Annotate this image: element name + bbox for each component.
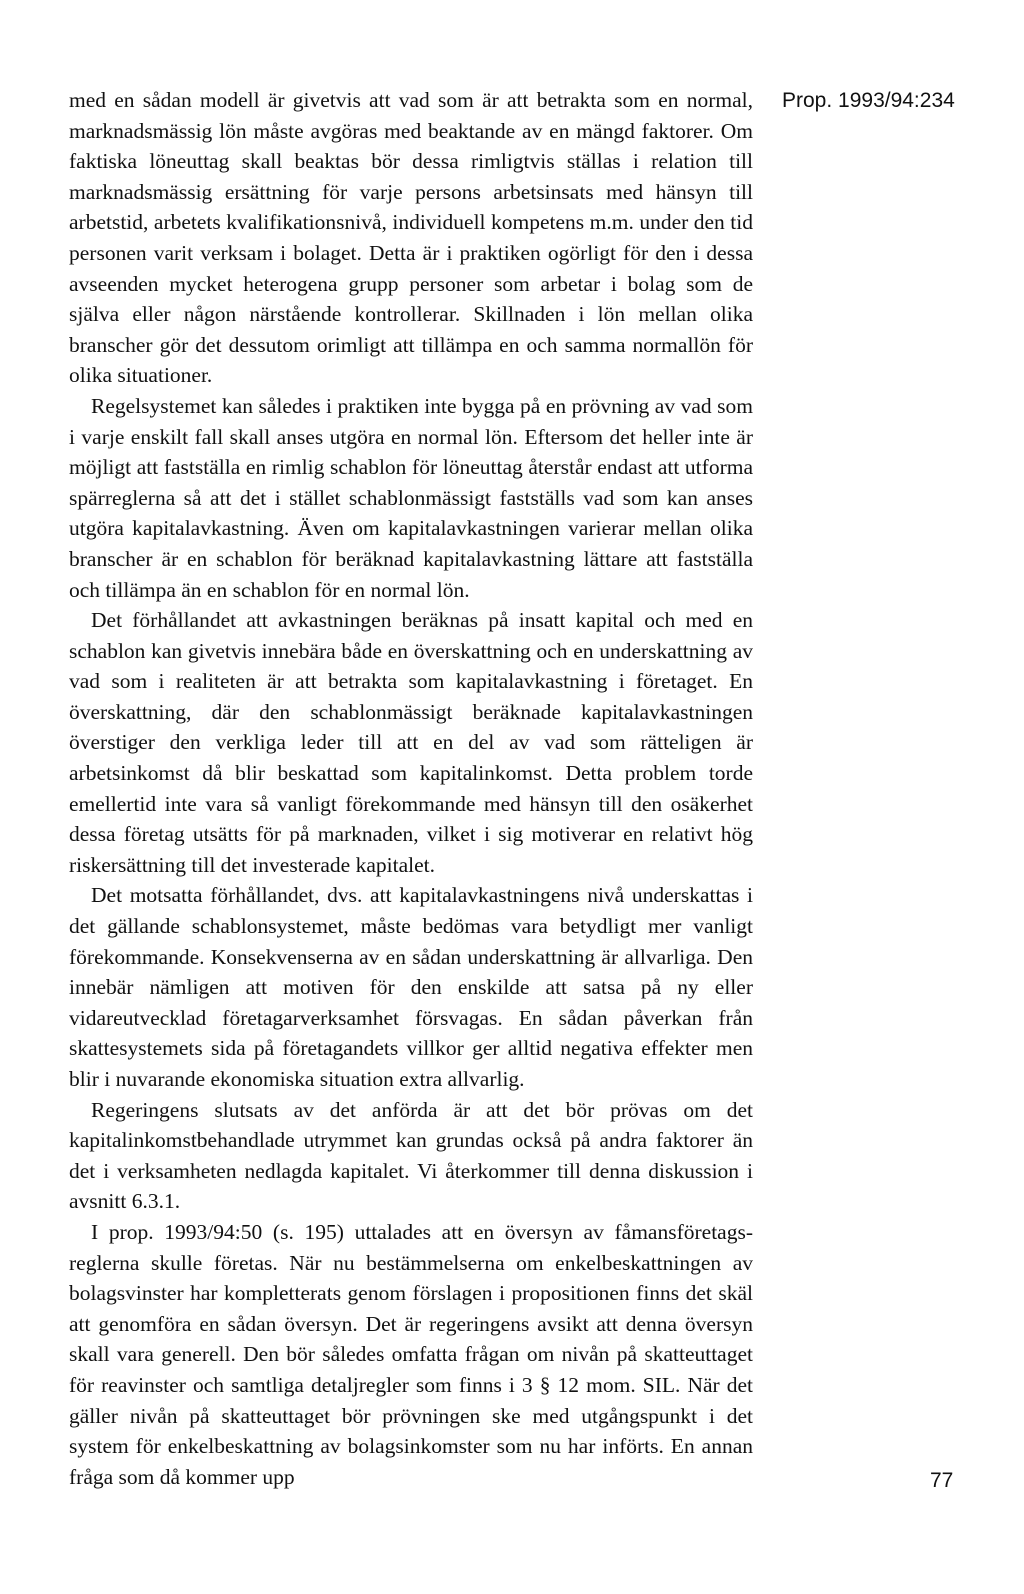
running-head: Prop. 1993/94:234	[782, 89, 955, 112]
body-text	[69, 85, 753, 1492]
page-number: 77	[930, 1469, 954, 1492]
paragraph: Regelsystemet kan således i praktiken inte bygga på en prövning av vad som i varje enskilt fall skall anses utgöra en normal lön. Eftersom det heller inte är möjligt att fastställa en rimlig schablon för löneuttag återstår endast att utforma spärreglerna så att det i stället schablonmässigt fastställs vad som kan anses utgöra kapitalavkastning. Även om kapitalavkastningen varierar mellan olika branscher är en schablon för beräknad kapitalavkastning lättare att fastställa och tillämpa än en schablon för en normal lön.	[69, 393, 753, 602]
paragraph: I prop. 1993/94:50 (s. 195) uttalades att en översyn av fåmansföretagsreglerna skulle företas. När nu bestämmelserna om enkelbeskattningen av bolagsvinster har kompletterats genom förslagen i propositionen finns det skäl att genomföra en sådan översyn. Det är regeringens avsikt att denna översyn skall vara generell. Den bör således omfatta frågan om nivån på skatteuttaget för reavinster och samtliga detaljregler som finns i 3 § 12 mom. SIL. När det gäller nivån på skatteuttaget bör prövningen ske med utgångspunkt i det system för enkelbeskattning av bolagsinkomster som nu har införts. En annan fråga som då kommer upp	[69, 1219, 753, 1489]
paragraph: Det förhållandet att avkastningen beräknas på insatt kapital och med en schablon kan givetvis innebära både en överskattning och en underskattning av vad som i realiteten är att betrakta som kapitalavkastning i företaget. En överskattning, där den schablonmässigt beräknade kapitalavkastningen överstiger den verkliga leder till att en del av vad som rätteligen är arbetsinkomst då blir beskattad som kapitalinkomst. Detta problem torde emellertid inte vara så vanligt förekommande med hänsyn till den osäkerhet dessa företag utsätts för på marknaden, vilket i sig motiverar en relativt hög riskersättning till det investerade kapitalet.	[69, 608, 753, 877]
paragraph: med en sådan modell är givetvis att vad som är att betrakta som en normal, marknadsmässig lön måste avgöras med beaktande av en mängd faktorer. Om faktiska löneuttag skall beaktas bör dessa rimligtvis ställas i relation till marknadsmässig ersättning för varje persons arbetsinsats med hänsyn till arbetstid, arbetets kvalifikationsnivå, individuell kompetens m.m. under den tid personen varit verksam i bolaget. Detta är i praktiken ogörligt för den i dessa avseenden mycket heterogena grupp personer som arbetar i bolag som de själva eller någon närstående kontrollerar. Skillnaden i lön mellan olika branscher gör det dessutom orimligt att tillämpa en och samma normallön för olika situationer.	[69, 88, 753, 388]
paragraph: Regeringens slutsats av det anförda är att det bör prövas om det kapitalinkomstbehandlade utrymmet kan grundas också på andra faktorer än det i verksamheten nedlagda kapitalet. Vi återkommer till denna diskussion i avsnitt 6.3.1.	[69, 1097, 753, 1214]
paragraph: Det motsatta förhållandet, dvs. att kapitalavkastningens nivå underskattas i det gällande schablonsystemet, måste bedömas vara betydligt mer vanligt förekommande. Konsekvenserna av en sådan underskattning är allvarliga. Den innebär nämligen att motiven för den enskilde att satsa på ny eller vidareutvecklad företagarverksamhet försvagas. En sådan påverkan från skattesystemets sida på företagandets villkor ger alltid negativa effekter men blir i nuvarande ekonomiska situation extra allvarlig.	[69, 883, 753, 1091]
